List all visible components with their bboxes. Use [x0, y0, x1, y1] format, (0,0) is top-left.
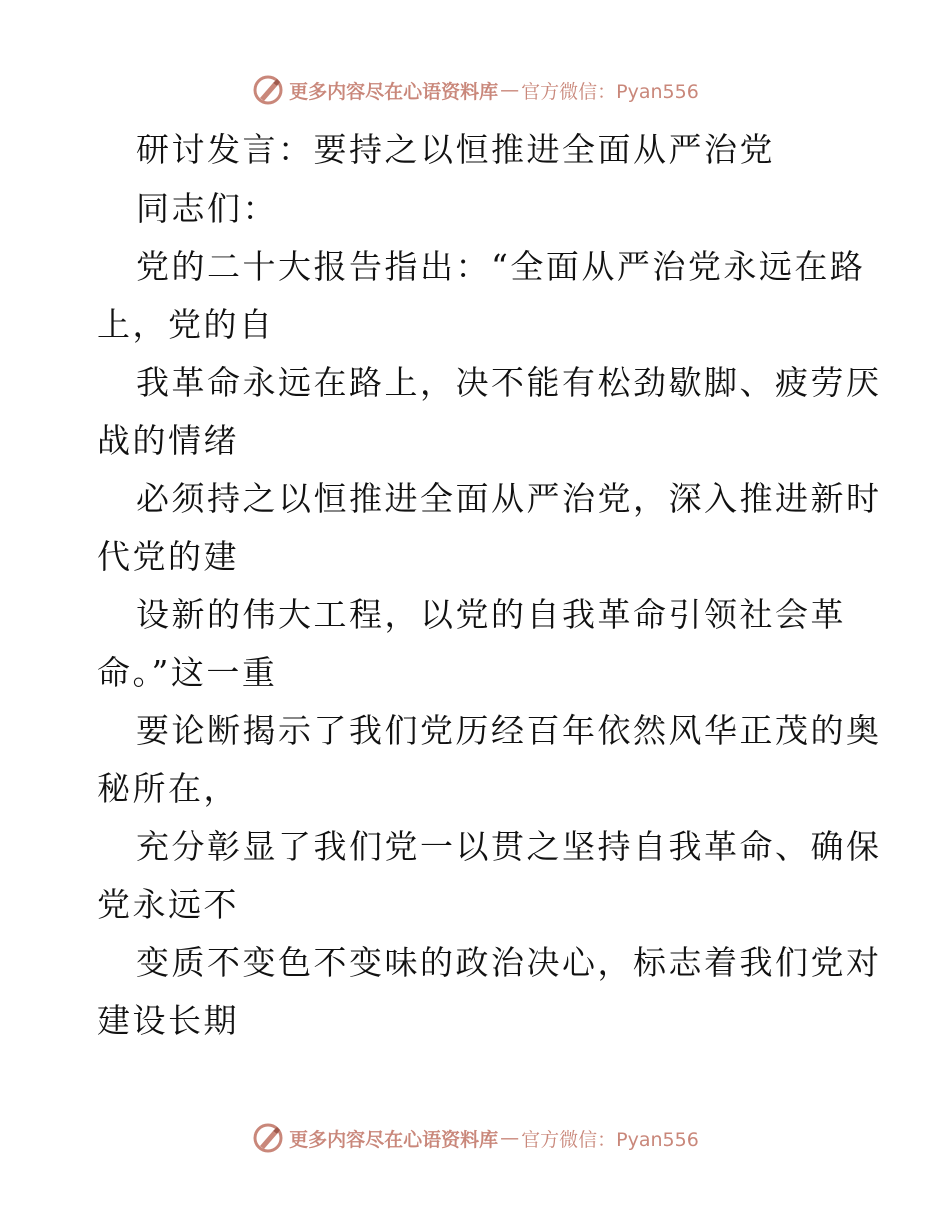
text-line: 设新的伟大工程，以党的自我革命引领社会革: [136, 595, 846, 634]
watermark-wechat-text: 官方微信：Pyan556: [521, 1128, 699, 1151]
text-line: 充分彰显了我们党一以贯之坚持自我革命、确保: [136, 827, 882, 866]
text-line: 秘所在，: [97, 769, 239, 808]
pen-circle-icon: [251, 73, 285, 107]
watermark-separator: —: [500, 79, 520, 101]
text-line: 变质不变色不变味的政治决心，标志着我们党对: [136, 943, 882, 982]
document-title: 研讨发言：要持之以恒推进全面从严治党: [136, 130, 775, 169]
text-line: 命。”这一重: [97, 653, 278, 692]
watermark-separator: —: [500, 1127, 520, 1149]
text-line: 代党的建: [97, 537, 239, 576]
footer-watermark: [0, 1118, 950, 1158]
watermark-site-text: 更多内容尽在心语资料库: [289, 1128, 499, 1151]
text-line: 党的二十大报告指出：“全面从严治党永远在路: [136, 247, 866, 286]
pen-circle-icon: [251, 1121, 285, 1155]
text-line: 党永远不: [97, 885, 239, 924]
text-line: 必须持之以恒推进全面从严治党，深入推进新时: [136, 479, 882, 518]
salutation: 同志们：: [136, 189, 278, 228]
header-watermark: [0, 70, 950, 110]
text-line: 我革命永远在路上，决不能有松劲歇脚、疲劳厌: [136, 363, 882, 402]
text-line: 战的情绪: [97, 421, 239, 460]
text-line: 上，党的自: [97, 305, 275, 344]
watermark-site-text: 更多内容尽在心语资料库: [289, 80, 499, 103]
text-line: 要论断揭示了我们党历经百年依然风华正茂的奥: [136, 711, 882, 750]
watermark-wechat-text: 官方微信：Pyan556: [521, 80, 699, 103]
text-line: 建设长期: [97, 1001, 239, 1040]
